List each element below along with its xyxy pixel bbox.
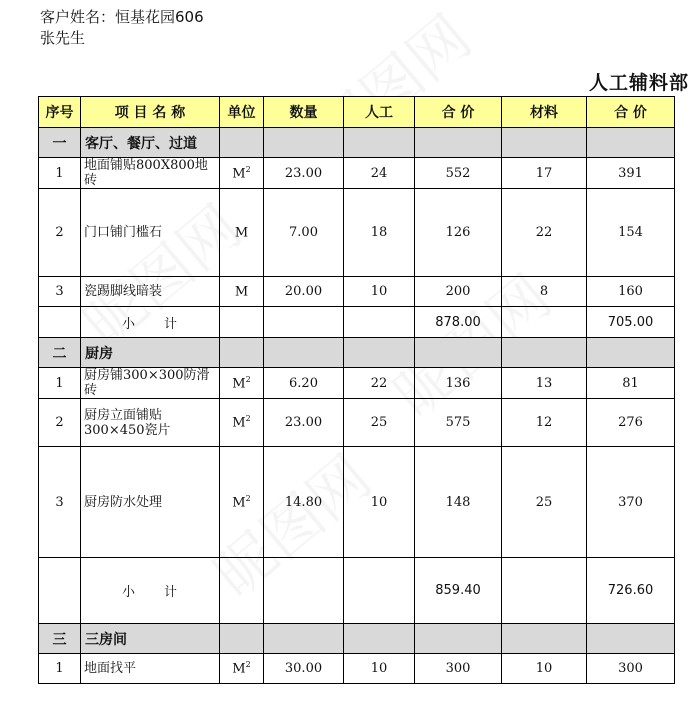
qty: 23.00 [264, 399, 344, 447]
labor-total: 575 [415, 399, 502, 447]
subtotal-label: 小 计 [81, 307, 220, 338]
labor: 25 [344, 399, 415, 447]
quote-table [38, 96, 675, 684]
labor-total: 148 [415, 447, 502, 558]
unit: M [234, 225, 249, 241]
item-name: 厨房防水处理 [81, 447, 220, 558]
section-no: 二 [39, 338, 81, 368]
labor-total: 126 [415, 189, 502, 277]
row-no: 3 [39, 277, 81, 307]
section-row [39, 338, 675, 368]
unit-cell [220, 277, 264, 307]
material: 12 [502, 399, 587, 447]
material: 17 [502, 158, 587, 189]
unit-cell [220, 189, 264, 277]
header-cell: 人工 [344, 97, 415, 128]
item-name: 地面找平 [81, 654, 220, 684]
table-row [39, 158, 675, 189]
table-row [39, 654, 675, 684]
section-no: 三 [39, 624, 81, 654]
material-total: 370 [587, 447, 675, 558]
unit: M [234, 284, 249, 300]
unit: M [232, 166, 246, 182]
qty: 6.20 [264, 368, 344, 399]
row-no: 2 [39, 399, 81, 447]
row-no: 3 [39, 447, 81, 558]
section-name: 厨房 [81, 338, 220, 368]
section-name: 三房间 [81, 624, 220, 654]
table-row [39, 277, 675, 307]
header-cell: 合 价 [415, 97, 502, 128]
material: 22 [502, 189, 587, 277]
table-row [39, 447, 675, 558]
subtotal-label: 小 计 [81, 558, 220, 624]
unit-cell [220, 447, 264, 558]
customer-name: 客户姓名：恒基花园606 [40, 8, 204, 26]
header-cell: 单位 [220, 97, 264, 128]
material: 25 [502, 447, 587, 558]
unit-sup: 2 [245, 493, 251, 503]
header-cell: 材料 [502, 97, 587, 128]
section-row [39, 624, 675, 654]
unit: M [232, 661, 246, 677]
section-row [39, 128, 675, 158]
unit-cell [220, 399, 264, 447]
labor-total: 552 [415, 158, 502, 189]
qty: 30.00 [264, 654, 344, 684]
labor-total: 200 [415, 277, 502, 307]
subtotal-material-total: 726.60 [587, 558, 675, 624]
labor: 10 [344, 447, 415, 558]
unit: M [232, 415, 246, 431]
unit-sup: 2 [245, 374, 251, 384]
subtotal-row [39, 558, 675, 624]
unit-cell [220, 158, 264, 189]
labor: 22 [344, 368, 415, 399]
item-name: 厨房立面铺贴300×450瓷片 [81, 399, 220, 447]
material: 8 [502, 277, 587, 307]
labor-total: 300 [415, 654, 502, 684]
row-no: 1 [39, 158, 81, 189]
customer-name-line: 张先生 [40, 29, 86, 47]
unit-cell [220, 654, 264, 684]
row-no: 1 [39, 368, 81, 399]
header-cell: 合 价 [587, 97, 675, 128]
labor: 24 [344, 158, 415, 189]
row-no: 1 [39, 654, 81, 684]
material-total: 391 [587, 158, 675, 189]
subtotal-row [39, 307, 675, 338]
labor: 18 [344, 189, 415, 277]
section-name: 客厅、餐厅、过道 [81, 128, 220, 158]
table-row [39, 368, 675, 399]
material: 13 [502, 368, 587, 399]
material-total: 81 [587, 368, 675, 399]
material-total: 300 [587, 654, 675, 684]
material-total: 276 [587, 399, 675, 447]
header-row [39, 97, 675, 128]
item-name: 门口铺门槛石 [81, 189, 220, 277]
unit-sup: 2 [245, 414, 251, 424]
qty: 23.00 [264, 158, 344, 189]
unit: M [232, 495, 246, 511]
qty: 7.00 [264, 189, 344, 277]
unit-sup: 2 [245, 164, 251, 174]
qty: 14.80 [264, 447, 344, 558]
item-name: 瓷踢脚线暗装 [81, 277, 220, 307]
table-row [39, 399, 675, 447]
header-cell: 项 目 名 称 [81, 97, 220, 128]
row-no: 2 [39, 189, 81, 277]
material: 10 [502, 654, 587, 684]
table-row [39, 189, 675, 277]
header-cell: 序号 [39, 97, 81, 128]
unit: M [232, 376, 246, 392]
item-name: 厨房铺300×300防滑砖 [81, 368, 220, 399]
subtotal-labor-total: 859.40 [415, 558, 502, 624]
section-no: 一 [39, 128, 81, 158]
header-cell: 数量 [264, 97, 344, 128]
material-total: 160 [587, 277, 675, 307]
material-total: 154 [587, 189, 675, 277]
labor: 10 [344, 654, 415, 684]
unit-cell [220, 368, 264, 399]
subtotal-material-total: 705.00 [587, 307, 675, 338]
subtotal-labor-total: 878.00 [415, 307, 502, 338]
item-name: 地面铺贴800X800地砖 [81, 158, 220, 189]
unit-sup: 2 [245, 660, 251, 670]
qty: 20.00 [264, 277, 344, 307]
labor: 10 [344, 277, 415, 307]
labor-total: 136 [415, 368, 502, 399]
sheet-title: 人工辅料部 [589, 72, 690, 94]
